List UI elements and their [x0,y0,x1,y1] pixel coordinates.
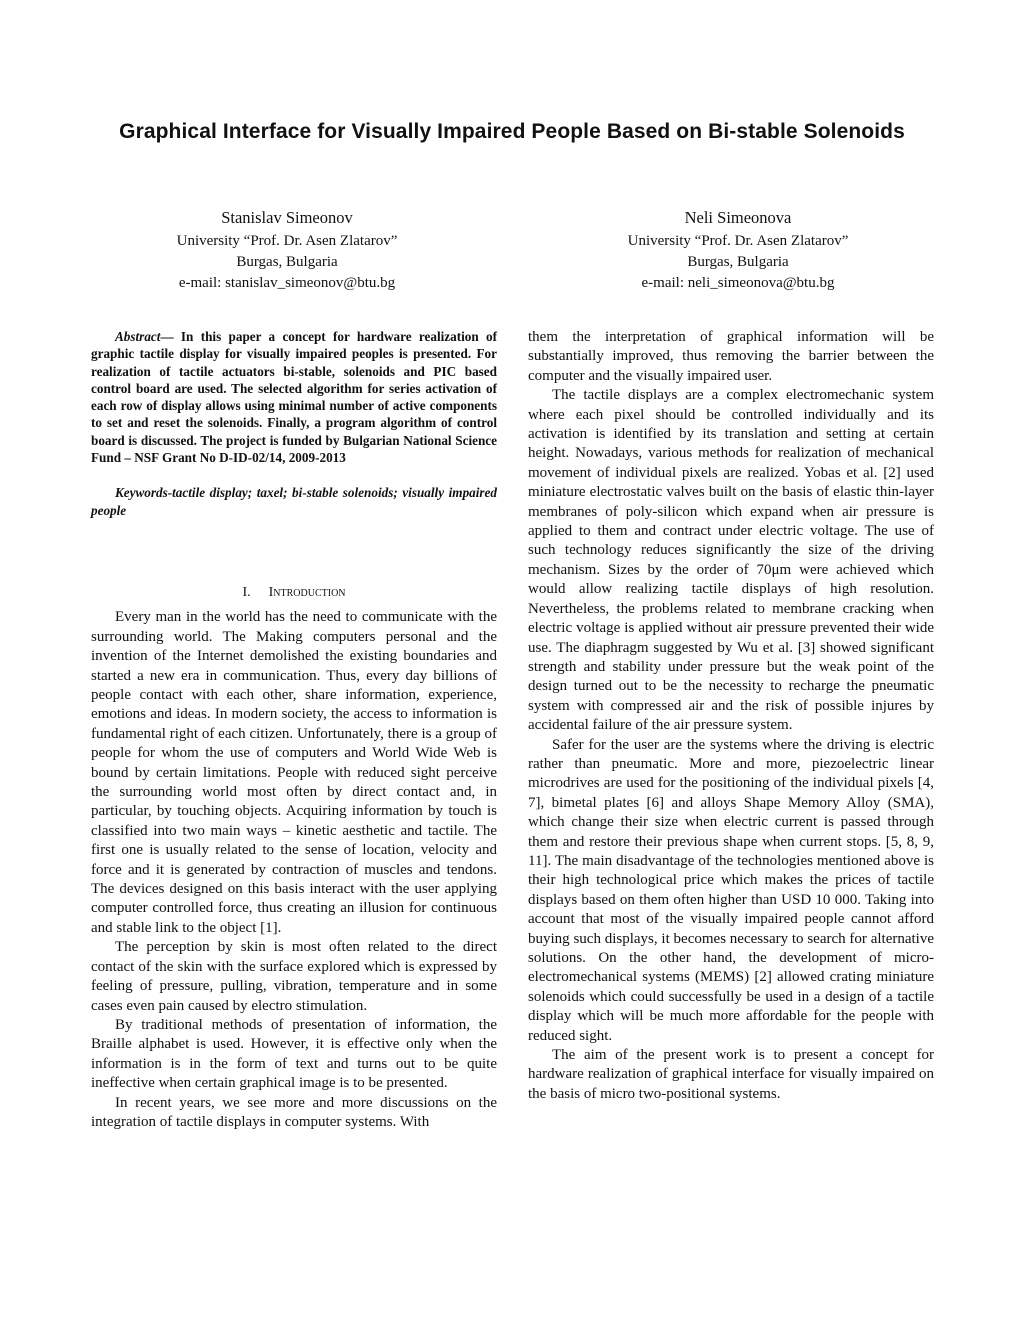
section-heading [91,583,497,602]
right-column [528,328,934,1104]
author-block-1 [117,207,457,294]
section-title: Introduction [268,584,346,600]
author-name: Stanislav Simeonov [221,208,353,227]
keywords: Keywords-tactile display; taxel; bi-stable solenoids; visually impaired people [91,485,497,518]
author-affiliation: University “Prof. Dr. Asen Zlatarov” [627,233,849,249]
abstract-text: — In this paper a concept for hardware realization of graphic tactile display for visually impaired peoples is presented. For realization of tactile actuators bi-stable, solenoids and PIC based control board are used. The selected algorithm for series activation of each row of display allows using minimal number of active components to set and reset the solenoids. Finally, a program algorithm of control board is discussed. The project is funded by Bulgarian National Science Fund – NSF Grant No D-ID-02/14, 2009-2013 [91,329,497,466]
author-affiliation: University “Prof. Dr. Asen Zlatarov” [176,233,398,249]
author-block-2 [568,207,908,294]
paragraph: In recent years, we see more and more discussions on the integration of tactile displays in computer systems. With [91,1094,497,1130]
abstract-lead: Abstract [115,329,161,344]
author-location: Burgas, Bulgaria [687,254,789,270]
paragraph: The perception by skin is most often related to the direct contact of the skin with the surface explored which is expressed by feeling of pressure, pulling, vibration, temperature and in some cases even pain caused by electro stimulation. [91,939,497,1014]
paper-title: Graphical Interface for Visually Impaired People Based on Bi-stable Solenoids [119,120,905,143]
paragraph: By traditional methods of presentation of information, the Braille alphabet is used. However, it is effective only when the information is in the form of text and turns out to be quite ineffective when certain graphical image is to be presented. [91,1016,497,1092]
paragraph: The aim of the present work is to present a concept for hardware realization of graphical interface for visually impaired on the basis of micro two-positional systems. [528,1047,934,1102]
left-column [91,328,497,1132]
author-name: Neli Simeonova [684,208,792,227]
section-number: I. [242,584,251,600]
author-location: Burgas, Bulgaria [236,254,338,270]
paragraph: The tactile displays are a complex electromechanic system where each pixel should be controlled individually and its activation is identified by its translation and setting at certain height. Nowadays, various methods for realization of mechanical movement of individual pixels are realized. Yobas et al. [2] used miniature electrostatic valves built on the basis of elastic thin-layer membranes of poly-silicon which expand when air pressure is applied to them and contract under electric voltage. The use of such technology reduces significantly the size of the driving mechanism. Sizes by the order of 70μm were achieved which would allow realizing tactile displays of high resolution. Nevertheless, the problems related to membrane cracking when electric voltage is applied without air pressure prevented their wide use. The diaphragm suggested by Wu et al. [3] showed significant strength and stability under pressure but the weak point of the design turned out to be the necessity to recharge the pneumatic system with compressed air and the risk of possible injures by accidental failure of the air pressure system. [528,387,934,734]
author-email: e-mail: stanislav_simeonov@btu.bg [178,275,396,291]
paragraph: them the interpretation of graphical information will be substantially improved, thus removing the barrier between the computer and the visually impaired user. [528,329,934,384]
author-email: e-mail: neli_simeonova@btu.bg [641,275,835,291]
paragraph: Every man in the world has the need to communicate with the surrounding world. The Making computers personal and the invention of the Internet demolished the existing boundaries and started a new era in communication. Thus, every day billions of people contact with each other, share information, experience, emotions and ideas. In modern society, the access to information is fundamental right of each citizen. Unfortunately, there is a group of people for whom the use of computers and World Wide Web is bound by certain limitations. People with reduced sight perceive the surrounding world most often by direct contact and, in particular, by touching objects. Acquiring information by touch is classified into two main ways – kinetic aesthetic and tactile. The first one is usually related to the sense of location, velocity and force and it is generated by contraction of muscles and tendons. The devices designed on this basis interact with the user applying computer controlled force, thus creating an illusion for continuous and stable link to the object [1]. [91,609,497,936]
paragraph: Safer for the user are the systems where the driving is electric rather than pneumatic. More and more, piezoelectric linear microdrives are used for the positioning of the individual pixels [4, 7], bimetal plates [6] and alloys Shape Memory Alloy (SMA), which change their size when electric current is passed through them and restore their previous shape when current stops. [5, 8, 9, 11]. The main disadvantage of the technologies mentioned above is their high technological price which makes the prices of tactile displays based on them often higher than USD 10 000. Taking into account that most of the visually impaired people cannot afford buying such displays, it becomes necessary to search for alternative solutions. On the other hand, the development of micro-electromechanical systems (MEMS) [2] allowed crating miniature solenoids which could successfully be used in a design of a tactile display which will be much more affordable for the people with reduced sight. [528,736,934,1044]
abstract [91,328,497,466]
